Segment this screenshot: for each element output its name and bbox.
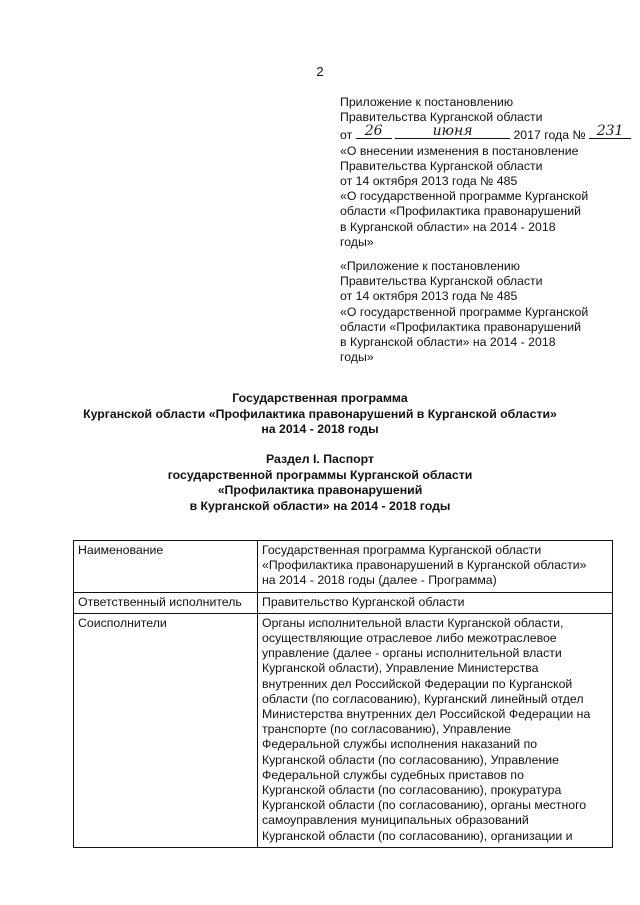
value-line: Федеральной службы исполнения наказаний по	[262, 737, 538, 752]
date-year-text: 2017 года №	[513, 128, 586, 143]
value-line: Курганской области), Управление Министерства	[262, 661, 539, 676]
value-line: Курганской области (по согласованию), организации и	[262, 828, 573, 843]
section-title-line: государственной программы Курганской области	[167, 467, 473, 482]
appendix-line: «Приложение к постановлению	[340, 259, 520, 273]
value-line: внутренних дел Российской Федерации по Курганской	[262, 676, 573, 691]
appendix-line: от 14 октября 2013 года № 485	[340, 174, 518, 189]
appendix-date-line	[340, 125, 630, 143]
value-line: Курганской области (по согласованию), прокуратура	[262, 783, 562, 798]
value-line: области (по согласованию), Курганский линейный отдел	[262, 691, 584, 706]
row-label: Соисполнители	[74, 613, 258, 847]
table-row	[74, 613, 613, 847]
resolution-number-field	[589, 125, 631, 139]
page-number: 2	[316, 64, 324, 79]
value-line: управление (далее - органы исполнительной власти	[262, 646, 562, 661]
handwritten-number: 231	[596, 123, 624, 140]
appendix-current-resolution	[340, 95, 630, 250]
appendix-original-resolution	[340, 259, 630, 365]
program-title-line: Курганской области «Профилактика правонарушений в Курганской области»	[83, 406, 557, 421]
value-line: «Профилактика правонарушений в Курганской области»	[262, 558, 587, 573]
value-line: самоуправления муниципальных образований	[262, 813, 529, 828]
appendix-line: Правительства Курганской области	[340, 158, 543, 173]
appendix-line: в Курганской области» на 2014 - 2018	[340, 335, 556, 350]
value-line: осуществляющие отраслевое либо межотраслевое	[262, 631, 557, 646]
value-line: Министерства внутренних дел Российской Федерации на	[262, 707, 591, 722]
appendix-line: «О государственной программе Курганской	[340, 304, 589, 319]
row-value	[258, 592, 613, 613]
program-title-line: Государственная программа	[232, 391, 408, 405]
table-row	[74, 592, 613, 613]
appendix-line: области «Профилактика правонарушений	[340, 204, 581, 219]
passport-table	[73, 540, 613, 848]
appendix-line: годы»	[340, 234, 374, 249]
value-line: Государственная программа Курганской области	[262, 543, 542, 557]
value-line: на 2014 - 2018 годы (далее - Программа)	[262, 573, 497, 588]
section-title-line: «Профилактика правонарушений	[217, 483, 423, 497]
date-month-field	[395, 125, 510, 139]
row-label: Наименование	[74, 541, 258, 593]
page-bottom-margin	[0, 862, 640, 905]
program-title-line: на 2014 - 2018 годы	[261, 422, 379, 436]
appendix-line: «О государственной программе Курганской	[340, 189, 589, 204]
table-row	[74, 541, 613, 593]
value-line: Федеральной службы судебных приставов по	[262, 767, 524, 782]
section-title	[0, 452, 640, 514]
appendix-line: Правительства Курганской области	[340, 274, 543, 289]
section-title-line: в Курганской области» на 2014 - 2018 годы	[189, 498, 451, 513]
value-line: Органы исполнительной власти Курганской области,	[262, 615, 564, 630]
date-day-field	[356, 125, 392, 139]
row-value	[258, 541, 613, 593]
value-line: Правительство Курганской области	[262, 594, 465, 609]
date-prefix: от	[340, 128, 353, 143]
handwritten-month: июня	[432, 123, 473, 140]
appendix-line: в Курганской области» на 2014 - 2018	[340, 219, 556, 234]
appendix-line: годы»	[340, 350, 374, 365]
section-title-line: Раздел I. Паспорт	[265, 452, 375, 466]
appendix-line: от 14 октября 2013 года № 485	[340, 289, 518, 304]
value-line: Курганской области (по согласованию), Управление	[262, 752, 559, 767]
appendix-line: «О внесении изменения в постановление	[340, 143, 579, 158]
appendix-line: Приложение к постановлению	[340, 95, 514, 109]
row-value	[258, 613, 613, 847]
handwritten-day: 26	[364, 123, 383, 140]
program-title	[0, 391, 640, 438]
row-label: Ответственный исполнитель	[74, 592, 258, 613]
appendix-line: области «Профилактика правонарушений	[340, 319, 581, 334]
appendix-line: Правительства Курганской области	[340, 110, 543, 125]
value-line: транспорте (по согласованию), Управление	[262, 722, 511, 737]
value-line: Курганской области (по согласованию), органы местного	[262, 798, 587, 813]
